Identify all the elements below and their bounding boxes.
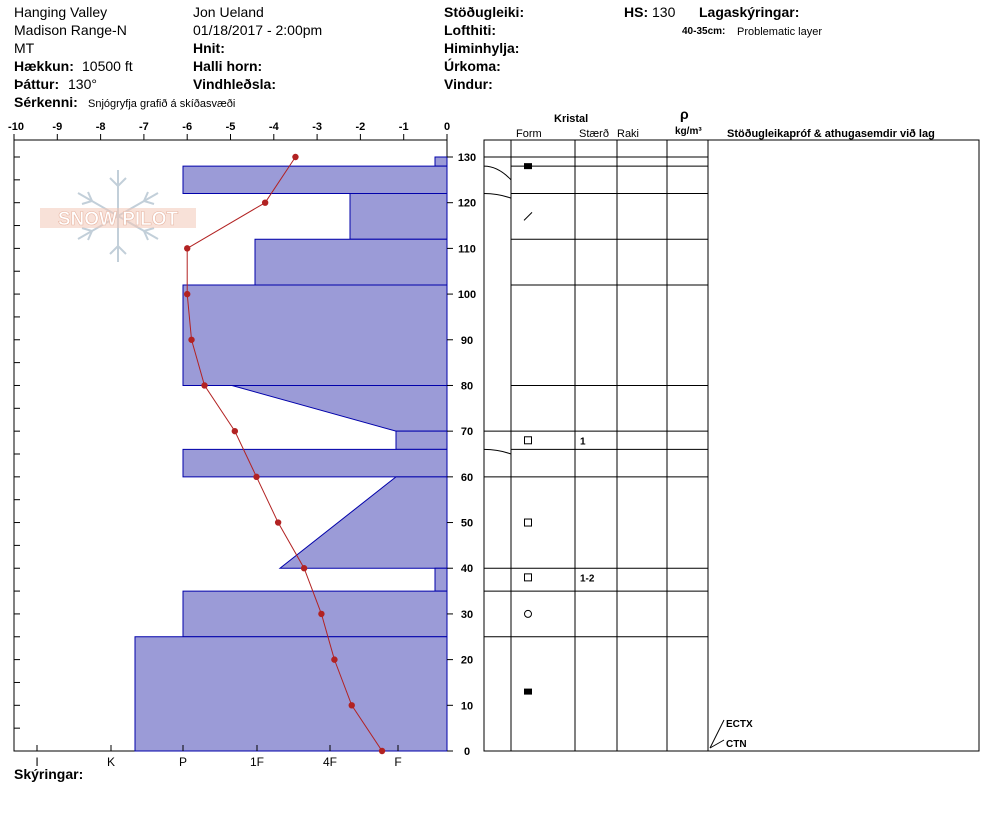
depth-tick-label: 120 [457,197,477,210]
depth-tick-label: 80 [460,380,474,393]
observer: Jon Ueland [193,4,264,20]
temperature-point [253,474,259,480]
crystal-size: 1 [580,436,586,448]
coords-label: Hnit: [193,40,225,56]
depth-tick-label: 10 [460,700,474,713]
temperature-point [262,199,268,205]
specifics-value: Snjógryfja grafið á skíðasvæði [88,98,236,110]
hardness-layer [232,385,447,431]
depth-tick-label: 60 [460,471,474,484]
melt-crust-symbol [524,163,532,169]
rho-header: ρ [680,106,689,122]
temp-tick-label: -1 [398,121,409,133]
datetime: 01/18/2017 - 2:00pm [193,22,323,38]
depth-tick-label: 110 [458,243,476,256]
specifics-label: Sérkenni: [14,94,78,110]
temp-tick-label: -7 [139,121,149,133]
temperature-point [232,428,238,434]
snowpilot-logo [38,168,198,268]
hardness-label: F [394,755,402,769]
temp-tick-label: 0 [443,121,451,133]
hardness-layer [350,194,447,240]
depth-tick-label: 20 [460,654,474,667]
slope-label: Halli horn: [193,58,263,74]
hardness-layer [183,449,447,476]
rounded-symbol [525,610,532,617]
layer-connector [484,166,511,180]
layer-note-text: Problematic layer [737,26,822,38]
temperature-point [379,748,385,754]
temp-tick-label: -10 [8,121,24,133]
precip-label: Úrkoma: [444,58,501,74]
logo-text: SNOW PILOT [57,209,179,230]
hardness-layer [183,285,447,386]
depth-tick-label: 70 [460,426,474,439]
layer-connector [484,449,511,454]
hardness-label: I [35,755,39,769]
stability-label: Stöðugleiki: [444,4,525,20]
wind-label: Vindur: [444,76,493,92]
state: MT [14,40,35,56]
hardness-layer [435,157,447,166]
temperature-point [201,382,207,388]
hs-value: 130 [652,4,676,20]
depth-tick-label: 90 [460,334,474,347]
sky-label: Himinhylja: [444,40,520,56]
form-header: Form [516,128,542,140]
elevation-label: Hækkun: [14,58,74,74]
depth-tick-label: 0 [463,746,471,758]
hardness-label: 4F [322,755,338,769]
test-label: CTN [726,739,747,750]
temperature-point [292,154,298,160]
temp-tick-label: -8 [95,121,106,133]
temp-tick-label: -9 [52,121,63,133]
wind-loading-label: Vindhleðsla: [193,76,276,92]
elevation-value: 10500 ft [82,58,133,74]
hardness-label: K [106,755,116,769]
temperature-point [184,291,190,297]
layer-connector [484,194,511,199]
crystal-size: 1-2 [580,573,595,585]
temp-tick-label: -6 [182,121,193,133]
test-label: ECTX [726,719,753,730]
temperature-point [349,702,355,708]
moisture-header: Raki [617,128,640,140]
faceted-symbol [525,574,532,581]
depth-tick-label: 50 [460,517,474,530]
hardness-layer [280,477,447,568]
temp-tick-label: -2 [355,121,366,133]
hardness-layer [435,568,447,591]
range: Madison Range-N [14,22,127,38]
depth-tick-label: 130 [457,152,477,164]
crystal-header: Kristal [554,113,589,125]
hardness-layer [183,166,447,193]
temperature-point [275,519,281,525]
hs-label: HS: [624,4,649,20]
size-header: Stærð [579,128,609,140]
temp-tick-label: -4 [268,121,279,133]
temperature-point [188,337,194,343]
hardness-layer [255,239,447,285]
temp-tick-label: -3 [312,121,322,133]
air-temp-label: Lofthiti: [444,22,497,38]
hardness-label: 1F [249,755,265,769]
aspect-label: Þáttur: [14,76,60,92]
crystal-table-frame [484,140,979,751]
density-unit-header: kg/m³ [675,126,702,137]
hardness-layer [396,431,447,449]
location: Hanging Valley [14,4,108,20]
decomposing-symbol [524,212,532,220]
legend-label: Skýringar: [14,766,84,782]
temp-tick-label: -5 [225,121,236,133]
melt-crust-symbol [524,689,532,695]
hardness-layer [135,637,447,751]
comments-header: Stöðugleikapróf & athugasemdir við lag [727,128,935,140]
layer-note-range: 40-35cm: [682,26,726,37]
temperature-point [301,565,307,571]
depth-tick-label: 100 [457,289,477,302]
faceted-symbol [525,437,532,444]
faceted-symbol [525,519,532,526]
depth-tick-label: 40 [460,563,474,576]
layer-notes-label: Lagaskýringar: [699,4,800,20]
aspect-value: 130° [68,76,97,92]
hardness-label: P [178,755,188,769]
temperature-point [318,611,324,617]
temperature-point [331,656,337,662]
depth-tick-label: 30 [460,608,474,621]
